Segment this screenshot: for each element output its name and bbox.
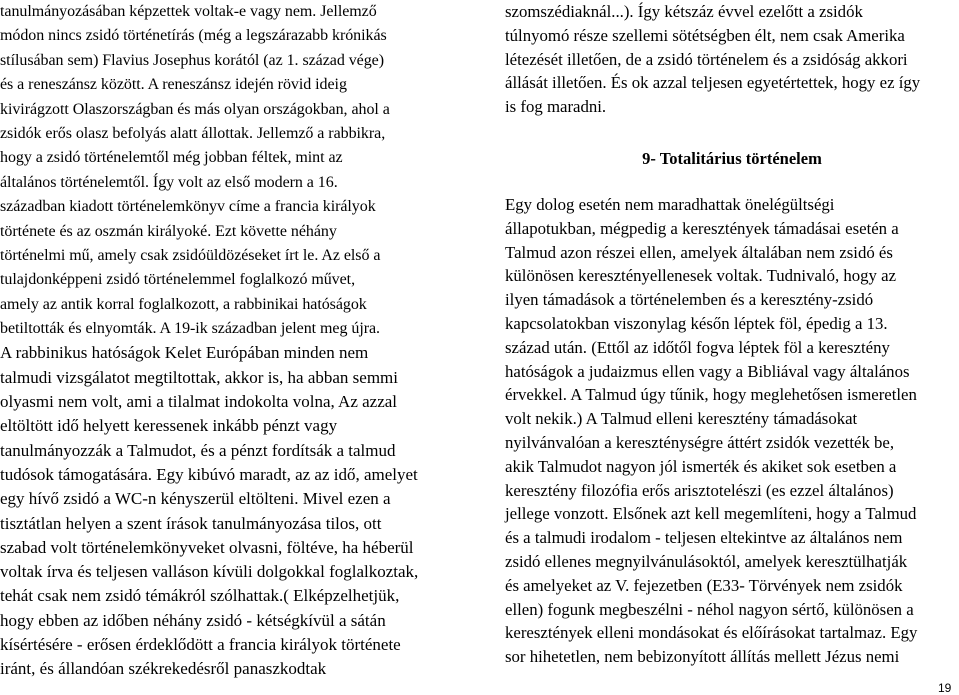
text-line: szabad volt történelemkönyveket olvasni, föltéve, ha héberül bbox=[0, 537, 414, 557]
text-line: olyasmi nem volt, ami a tilalmat indokolta volna, Az azzal bbox=[0, 392, 398, 412]
text-line: betiltották és elnyomták. A 19-ik században jelent meg újra. bbox=[0, 320, 381, 338]
text-line: iránt, és állandóan székrekedésről panaszkodtak bbox=[0, 659, 327, 679]
right-column bbox=[505, 0, 959, 669]
spacer bbox=[505, 119, 959, 145]
text-line: és a talmudi irodalom - teljesen eltekintve az általános nem bbox=[505, 528, 903, 548]
text-line: tehát csak nem zsidó témákról szólhattak.( Elképzelhetjük, bbox=[0, 586, 400, 606]
text-line: Talmud azon részei ellen, amelyek általában nem zsidó és bbox=[505, 242, 893, 262]
text-line: tudósok támogatására. Egy kibúvó maradt, az az idő, amelyet bbox=[0, 464, 418, 484]
text-line: és amelyeket az V. fejezetben (E33- Törvények nem zsidók bbox=[505, 575, 903, 595]
text-line: túlnyomó része szellemi sötétségben élt, nem csak Amerika bbox=[505, 25, 905, 45]
text-line: hogy ebben az időben néhány zsidó - kétségkívül a sátán bbox=[0, 610, 386, 630]
text-line: talmudi vizsgálatot megtiltottak, akkor is, ha abban semmi bbox=[0, 367, 398, 387]
text-line: század után. (Ettől az időtől fogva léptek föl a keresztény bbox=[505, 337, 890, 357]
text-line: volt nekik.) A Talmud elleni keresztény támadásokat bbox=[505, 409, 858, 429]
text-line: tulajdonképpeni zsidó történelemmel foglalkozó művet, bbox=[0, 271, 356, 289]
text-line: zsidók erős olasz befolyás alatt állottak. Jellemző a rabbikra, bbox=[0, 124, 386, 142]
text-line: keresztény filozófia erős arisztotelészi (es ezzel általános) bbox=[505, 480, 894, 500]
text-line: különösen keresztényellenesek voltak. Tudnivaló, hogy az bbox=[505, 266, 897, 286]
text-line: eltöltött idő helyett keressenek inkább pénzt vagy bbox=[0, 416, 338, 436]
text-line: amely az antik korral foglalkozott, a rabbinikai hatóságok bbox=[0, 295, 367, 313]
text-line: zsidó ellenes megnyilvánulásoktól, amelyek keresztülhatják bbox=[505, 551, 908, 571]
text-line: állapotukban, mégpedig a keresztények támadásai esetén a bbox=[505, 218, 899, 238]
text-line: tisztátlan helyen a szent írások tanulmányozása tilos, ott bbox=[0, 513, 382, 533]
left-small-paragraph bbox=[0, 0, 462, 341]
text-line: ellen) fogunk megbeszélni - néhol nagyon sértő, különösen a bbox=[505, 599, 914, 619]
section-heading: 9- Totalitárius történelem bbox=[642, 148, 822, 168]
text-line: módon nincs zsidó történetírás (még a legszárazabb krónikás bbox=[0, 27, 387, 45]
text-line: században kiadott történelemkönyv címe a francia királyok bbox=[0, 198, 376, 216]
text-line: tanulmányozásában képzettek voltak-e vagy nem. Jellemző bbox=[0, 3, 377, 20]
text-line: hatóságok a judaizmus ellen vagy a Bibliával vagy általános bbox=[505, 361, 910, 381]
text-line: hogy a zsidó történelemtől még jobban féltek, mint az bbox=[0, 149, 343, 167]
text-line: szomszédiaknál...). Így kétszáz évvel ezelőtt a zsidók bbox=[505, 2, 863, 21]
text-line: és a reneszánsz között. A reneszánsz idején rövid ideig bbox=[0, 76, 347, 94]
text-line: akik Talmudot nagyon jól ismerték és akiket sok esetben a bbox=[505, 456, 897, 476]
text-line: stílusában sem) Flavius Josephus korától (az 1. század vége) bbox=[0, 51, 385, 69]
spacer bbox=[505, 173, 959, 193]
text-line: érvekkel. A Talmud úgy tűnik, hogy meglehetősen ismeretlen bbox=[505, 385, 917, 405]
text-line: kísértésére - erősen érdeklődött a francia királyok története bbox=[0, 635, 401, 655]
text-line: kivirágzott Olaszországban és más olyan országokban, ahol a bbox=[0, 100, 390, 118]
text-line: A rabbinikus hatóságok Kelet Európában minden nem bbox=[0, 343, 369, 363]
text-line: történelmi mű, amely csak zsidóüldözéseket írt le. Az első a bbox=[0, 246, 381, 264]
text-line: voltak írva és teljesen valláson kívüli dolgokkal foglalkoztak, bbox=[0, 562, 419, 582]
left-large-paragraph bbox=[0, 341, 462, 681]
text-line: keresztények elleni mondásokat és előírásokat tartalmaz. Egy bbox=[505, 623, 918, 643]
text-line: története és az oszmán királyoké. Ezt követte néhány bbox=[0, 222, 337, 240]
right-top-paragraph bbox=[505, 0, 959, 119]
left-column bbox=[0, 0, 462, 682]
text-line: Egy dolog esetén nem maradhattak önelégültségi bbox=[505, 194, 835, 214]
text-line: egy hívő zsidó a WC-n kényszerül eltölteni. Mivel ezen a bbox=[0, 489, 391, 509]
text-line: sor hihetetlen, nem bebizonyított állítás mellett Jézus nemi bbox=[505, 647, 900, 667]
text-line: tanulmányozzák a Talmudot, és a pénzt fordítsák a talmud bbox=[0, 440, 396, 460]
text-line: jellege vonzott. Elsőnek azt kell megemlíteni, hogy a Talmud bbox=[505, 504, 917, 524]
text-line: ilyen támadások a történelemben és a keresztény-zsidó bbox=[505, 290, 874, 310]
text-line: kapcsolatokban viszonylag későn léptek föl, épedig a 13. bbox=[505, 313, 888, 333]
text-line: is fog maradni. bbox=[505, 97, 607, 117]
right-body-paragraph bbox=[505, 193, 959, 669]
text-line: nyilvánvalóan a kereszténységre áttért zsidók vezették be, bbox=[505, 432, 895, 452]
text-line: állását illetően. És ok azzal teljesen egyetértettek, hogy ez így bbox=[505, 73, 921, 93]
page-number: 19 bbox=[938, 681, 952, 695]
text-line: általános történelemtől. Így volt az első modern a 16. bbox=[0, 173, 338, 191]
text-line: létezését illetően, de a zsidó történelem és a zsidóság akkori bbox=[505, 49, 908, 69]
